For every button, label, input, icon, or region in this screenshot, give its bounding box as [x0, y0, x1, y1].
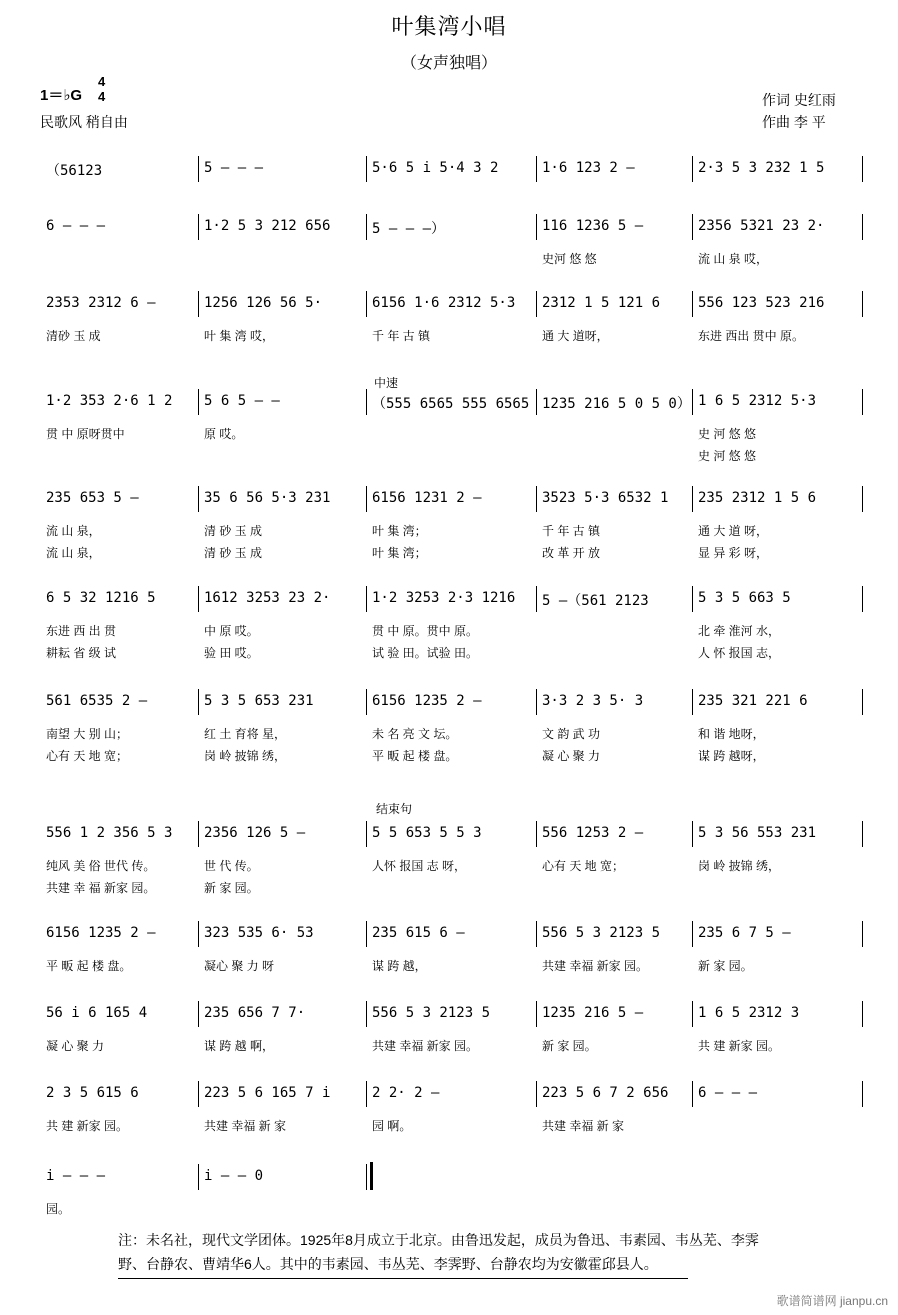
measure: （555 6565 555 6565	[372, 396, 530, 412]
measure: 6 5 32 1216 5	[46, 590, 156, 606]
bar-line	[198, 389, 199, 415]
lyric-line: 显 异 彩 呀，	[698, 546, 769, 560]
bar-line	[198, 821, 199, 847]
measure: 6156 1·6 2312 5·3	[372, 295, 516, 311]
lyric-line: 清 砂 玉 成	[204, 546, 263, 560]
lyric-line: 凝 心 聚 力	[46, 1039, 105, 1053]
lyric-line: 北 牵 淮河 水，	[698, 624, 781, 638]
score-system	[40, 490, 862, 560]
lyric-line: 未 名 亮 文 坛。	[372, 727, 458, 741]
bar-line	[366, 586, 367, 612]
lyric-line: 谋 跨 越，	[372, 959, 427, 973]
bar-line	[198, 486, 199, 512]
measure: i – – –	[46, 1168, 106, 1184]
measure: 5 3 56 553 231	[698, 825, 817, 841]
lyric-line: 红 土 育将 星，	[204, 727, 287, 741]
score-system	[40, 693, 862, 763]
lyric-line: 共 建 新家 园。	[46, 1119, 129, 1133]
lyric-line: 流 山 泉 哎，	[698, 252, 769, 266]
score-system	[40, 393, 862, 463]
lyric-line: 共建 幸福 新 家	[542, 1119, 625, 1133]
measure: 1256 126 56 5·	[204, 295, 323, 311]
bar-line	[536, 821, 537, 847]
measure: 2356 126 5 –	[204, 825, 306, 841]
footnote: 注：未名社，现代文学团体。1925年8月成立于北京。由鲁迅发起，成员为鲁迅、韦素园、韦丛芜、李霁野、台静农、曹靖华6人。其中的韦素园、韦丛芜、李霁野、台静农均为安徽霍邱县人。	[118, 1232, 759, 1272]
measure: i – – 0	[204, 1168, 264, 1184]
measure: 6 – – –	[698, 1085, 758, 1101]
bar-line	[692, 214, 693, 240]
measure: 1·6 123 2 –	[542, 160, 635, 176]
lyric-line: 叶 集 湾 哎，	[204, 329, 275, 343]
lyric-line: 共建 幸福 新家 园。	[372, 1039, 479, 1053]
lyric-line: 贯 中 原呀贯中	[46, 427, 125, 441]
lyric-line: 叶 集 湾；	[372, 524, 427, 538]
bar-line	[536, 689, 537, 715]
bar-line	[366, 1001, 367, 1027]
bar-line	[862, 921, 863, 947]
bar-line	[198, 214, 199, 240]
measure: 235 2312 1 5 6	[698, 490, 817, 506]
lyric-line: 平 畈 起 楼 盘。	[372, 749, 458, 763]
lyric-line: 东进 西出 贯中 原。	[698, 329, 805, 343]
lyric-line: 心有 天 地 宽；	[46, 749, 129, 763]
lyric-line: 文 韵 武 功	[542, 727, 601, 741]
lyric-line: 平 畈 起 楼 盘。	[46, 959, 132, 973]
score-system	[40, 1085, 862, 1155]
key-signature: 1＝♭G	[40, 87, 83, 104]
score-system	[40, 1005, 862, 1075]
measure: 6156 1231 2 –	[372, 490, 482, 506]
bar-line	[692, 156, 693, 182]
measure: 2353 2312 6 –	[46, 295, 156, 311]
measure: 116 1236 5 –	[542, 218, 644, 234]
lyricist-credit: 作词 史红雨	[762, 92, 836, 108]
measure: 1 6 5 2312 5·3	[698, 393, 817, 409]
measure: 5 6 5 – –	[204, 393, 280, 409]
bar-line	[862, 1081, 863, 1107]
measure: 223 5 6 165 7 i	[204, 1085, 331, 1101]
lyric-line: 改 革 开 放	[542, 546, 601, 560]
lyric-line: 试 验 田。试验 田。	[372, 646, 479, 660]
lyric-line: 千 年 古 镇	[542, 524, 601, 538]
bar-line	[536, 586, 537, 612]
lyric-line: 清 砂 玉 成	[204, 524, 263, 538]
measure: 6 – – –	[46, 218, 106, 234]
lyric-line: 世 代 传。	[204, 859, 259, 873]
lyric-line: 史 河 悠 悠	[698, 449, 757, 463]
measure: 235 321 221 6	[698, 693, 808, 709]
lyric-line: 千 年 古 镇	[372, 329, 431, 343]
lyric-line: 岗 岭 披锦 绣，	[698, 859, 781, 873]
lyric-line: 新 家 园。	[542, 1039, 597, 1053]
score-system	[40, 295, 862, 365]
lyric-line: 东进 西 出 贯	[46, 624, 117, 638]
measure: 6156 1235 2 –	[46, 925, 156, 941]
lyric-line: 心有 天 地 宽；	[542, 859, 625, 873]
ending-marking: 结束句	[376, 802, 413, 816]
bar-line	[692, 586, 693, 612]
score-system	[40, 925, 862, 995]
measure: 1 6 5 2312 3	[698, 1005, 800, 1021]
lyric-line: 中 原 哎。	[204, 624, 259, 638]
lyric-line: 园 啊。	[372, 1119, 412, 1133]
measure: 5 – – –）	[372, 221, 446, 237]
measure: 1·2 353 2·6 1 2	[46, 393, 173, 409]
measure: 561 6535 2 –	[46, 693, 148, 709]
lyric-line: 贯 中 原。贯中 原。	[372, 624, 479, 638]
measure: 5 3 5 663 5	[698, 590, 791, 606]
lyric-line: 谋 跨 越 啊，	[204, 1039, 275, 1053]
bar-line	[366, 921, 367, 947]
song-title: 叶集湾小唱	[391, 14, 507, 39]
lyric-line: 史 河 悠 悠	[698, 427, 757, 441]
bar-line	[862, 586, 863, 612]
measure: 323 535 6· 53	[204, 925, 314, 941]
measure: 2356 5321 23 2·	[698, 218, 825, 234]
lyric-line: 凝 心 聚 力	[542, 749, 601, 763]
lyric-line: 叶 集 湾；	[372, 546, 427, 560]
lyric-line: 流 山 泉，	[46, 546, 101, 560]
measure: 556 1253 2 –	[542, 825, 644, 841]
measure: 2·3 5 3 232 1 5	[698, 160, 825, 176]
lyric-line: 共 建 新家 园。	[698, 1039, 781, 1053]
measure: 2 2· 2 –	[372, 1085, 440, 1101]
lyric-line: 园。	[46, 1202, 71, 1216]
measure: 2312 1 5 121 6	[542, 295, 661, 311]
bar-line	[692, 389, 693, 415]
lyric-line: 人 怀 报国 志，	[698, 646, 781, 660]
bar-line	[536, 291, 537, 317]
measure: 235 653 5 –	[46, 490, 139, 506]
bar-line	[198, 586, 199, 612]
bar-line	[862, 389, 863, 415]
bar-line	[862, 689, 863, 715]
tempo-change-marking: 中速	[374, 376, 399, 390]
measure: 556 5 3 2123 5	[372, 1005, 491, 1021]
lyric-line: 新 家 园。	[204, 881, 259, 895]
bar-line	[366, 689, 367, 715]
bar-line	[536, 921, 537, 947]
bar-line	[692, 1081, 693, 1107]
lyric-line: 耕耘 省 级 试	[46, 646, 117, 660]
lyric-line: 共建 幸 福 新家 园。	[46, 881, 156, 895]
measure: 5 5 653 5 5 3	[372, 825, 482, 841]
bar-line	[366, 1081, 367, 1107]
measure: 1·2 3253 2·3 1216	[372, 590, 516, 606]
bar-line	[692, 486, 693, 512]
bar-line	[692, 689, 693, 715]
bar-line	[198, 291, 199, 317]
bar-line	[198, 1164, 199, 1190]
score-system	[40, 590, 862, 660]
bar-line	[692, 821, 693, 847]
time-signature-bottom: 4	[98, 89, 106, 104]
measure: 1·2 5 3 212 656	[204, 218, 331, 234]
bar-line	[862, 1001, 863, 1027]
bar-line	[366, 389, 367, 415]
lyric-line: 验 田 哎。	[204, 646, 259, 660]
measure: 3523 5·3 6532 1	[542, 490, 669, 506]
measure: 556 1 2 356 5 3	[46, 825, 173, 841]
bar-line	[536, 1081, 537, 1107]
score-system	[40, 825, 862, 895]
bar-line	[536, 1001, 537, 1027]
bar-line	[692, 1001, 693, 1027]
bar-line	[198, 921, 199, 947]
lyric-line: 通 大 道 呀，	[698, 524, 769, 538]
bar-line	[692, 291, 693, 317]
bar-line	[198, 689, 199, 715]
measure: 5 3 5 653 231	[204, 693, 314, 709]
bar-line	[366, 214, 367, 240]
bar-line	[366, 156, 367, 182]
time-signature	[98, 74, 105, 104]
bar-line	[198, 156, 199, 182]
lyric-line: 新 家 园。	[698, 959, 753, 973]
bar-line	[862, 214, 863, 240]
bar-line	[692, 921, 693, 947]
measure: 5·6 5 i 5·4 3 2	[372, 160, 499, 176]
measure: 2 3 5 615 6	[46, 1085, 139, 1101]
bar-line	[366, 821, 367, 847]
bar-line	[862, 821, 863, 847]
measure: 35 6 56 5·3 231	[204, 490, 331, 506]
time-signature-top: 4	[98, 74, 106, 89]
lyric-line: 人怀 报国 志 呀，	[372, 859, 467, 873]
lyric-line: 凝心 聚 力 呀	[204, 959, 275, 973]
lyric-line: 共建 幸福 新 家	[204, 1119, 287, 1133]
lyric-line: 流 山 泉，	[46, 524, 101, 538]
bar-line	[536, 486, 537, 512]
final-bar-line	[370, 1162, 373, 1190]
measure: 556 5 3 2123 5	[542, 925, 661, 941]
lyric-line: 共建 幸福 新家 园。	[542, 959, 649, 973]
bar-line	[366, 291, 367, 317]
measure: 1235 216 5 0 5 0）	[542, 396, 691, 412]
measure: 6156 1235 2 –	[372, 693, 482, 709]
measure: 235 656 7 7·	[204, 1005, 306, 1021]
bar-line	[198, 1001, 199, 1027]
bar-line	[366, 1164, 367, 1190]
lyric-line: 岗 岭 披锦 绣，	[204, 749, 287, 763]
watermark: 歌谱简谱网 jianpu.cn	[776, 1294, 888, 1308]
bar-line	[198, 1081, 199, 1107]
measure: 223 5 6 7 2 656	[542, 1085, 669, 1101]
bar-line	[536, 156, 537, 182]
lyric-line: 通 大 道呀，	[542, 329, 609, 343]
measure: 235 615 6 –	[372, 925, 465, 941]
measure: 5 –（561 2123	[542, 593, 649, 609]
bar-line	[536, 214, 537, 240]
measure: 1612 3253 23 2·	[204, 590, 331, 606]
measure: 3·3 2 3 5· 3	[542, 693, 644, 709]
footnote-rule	[118, 1278, 688, 1279]
lyric-line: 纯风 美 俗 世代 传。	[46, 859, 156, 873]
measure: 1235 216 5 –	[542, 1005, 644, 1021]
measure: 5 – – –	[204, 160, 264, 176]
composer-credit: 作曲 李 平	[762, 114, 826, 130]
bar-line	[862, 486, 863, 512]
bar-line	[862, 291, 863, 317]
bar-line	[862, 156, 863, 182]
lyric-line: 原 哎。	[204, 427, 244, 441]
lyric-line: 史河 悠 悠	[542, 252, 597, 266]
lyric-line: 南望 大 别 山；	[46, 727, 129, 741]
measure: 56 i 6 165 4	[46, 1005, 148, 1021]
lyric-line: 谋 跨 越呀，	[698, 749, 765, 763]
measure: 556 123 523 216	[698, 295, 825, 311]
measure: （56123	[46, 163, 103, 179]
score-system	[40, 218, 862, 288]
song-subtitle: （女声独唱）	[400, 55, 497, 72]
bar-line	[366, 486, 367, 512]
tempo-marking: 民歌风 稍自由	[40, 114, 128, 130]
bar-line	[536, 389, 537, 415]
lyric-line: 清砂 玉 成	[46, 329, 101, 343]
measure: 235 6 7 5 –	[698, 925, 791, 941]
lyric-line: 和 谐 地呀，	[698, 727, 765, 741]
